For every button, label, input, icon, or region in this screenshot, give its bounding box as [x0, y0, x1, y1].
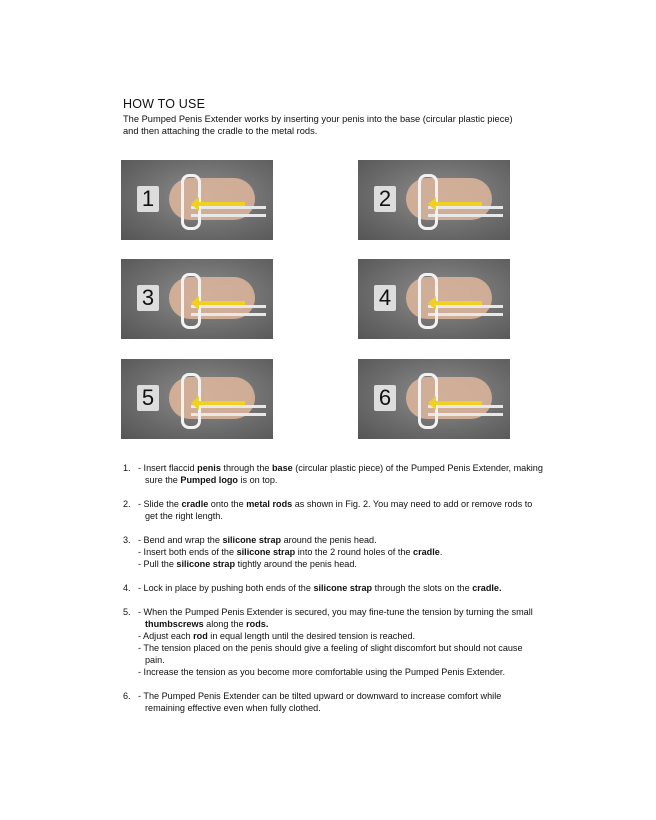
figure-number: 2 — [374, 186, 396, 212]
step-line — [138, 582, 502, 594]
step-line — [138, 546, 442, 558]
step-line — [138, 606, 543, 630]
step-text: - Pull the — [138, 559, 177, 569]
rod — [428, 405, 503, 408]
rod — [191, 313, 266, 316]
figure-6-image — [358, 359, 510, 439]
bold-term: base — [271, 463, 293, 473]
bold-term: silicone strap — [222, 535, 282, 545]
arrow-icon — [199, 202, 245, 206]
step-text: - Bend and wrap the — [138, 535, 223, 545]
step-line — [138, 690, 543, 714]
step-item — [123, 498, 543, 522]
arrow-icon — [436, 202, 482, 206]
bold-term: rod — [193, 631, 208, 641]
page-title: HOW TO USE — [123, 97, 206, 111]
figure-1-image — [121, 160, 273, 240]
step-text: . — [439, 547, 443, 557]
step-text: into the 2 round holes of the — [295, 547, 414, 557]
step-text: - Insert flaccid — [138, 463, 198, 473]
step-line — [138, 558, 442, 570]
bold-term: penis — [197, 463, 221, 473]
figure-2-image — [358, 160, 510, 240]
bold-term: metal rods — [246, 499, 293, 509]
step-number: 2. — [123, 499, 131, 509]
figure-number: 5 — [137, 385, 159, 411]
rod — [191, 206, 266, 209]
figure-5-image — [121, 359, 273, 439]
bold-term: cradle — [181, 499, 209, 509]
step-number: 3. — [123, 535, 131, 545]
step-line — [138, 642, 543, 666]
step-text: - When the Pumped Penis Extender is secured, you may fine-tune the tension by turning the small — [138, 607, 533, 617]
step-text: onto the — [208, 499, 247, 509]
step-number: 1. — [123, 463, 131, 473]
step-number: 4. — [123, 583, 131, 593]
bold-term: silicone strap — [313, 583, 373, 593]
step-text: around the penis head. — [281, 535, 377, 545]
bold-term: silicone strap — [176, 559, 236, 569]
bold-term: cradle — [413, 547, 440, 557]
step-text: through the slots on the — [372, 583, 473, 593]
step-text: - The Pumped Penis Extender can be tilted upward or downward to increase comfort while remaining effective even when fully clothed. — [138, 691, 502, 713]
arrow-icon — [436, 401, 482, 405]
step-text: - Lock in place by pushing both ends of the — [138, 583, 314, 593]
figure-number: 1 — [137, 186, 159, 212]
step-text: - Increase the tension as you become more comfortable using the Pumped Penis Extender. — [138, 667, 505, 677]
rod — [191, 405, 266, 408]
step-line — [138, 630, 543, 642]
step-text: along the — [203, 619, 247, 629]
step-text: in equal length until the desired tension is reached. — [207, 631, 416, 641]
step-item — [123, 582, 543, 594]
bold-term: rods. — [246, 619, 269, 629]
step-line — [138, 534, 442, 546]
arrow-icon — [436, 301, 482, 305]
step-text: - Insert both ends of the — [138, 547, 237, 557]
step-item — [123, 690, 543, 714]
bold-term: silicone strap — [236, 547, 296, 557]
step-line — [138, 462, 543, 486]
figure-4-image — [358, 259, 510, 339]
rod — [428, 206, 503, 209]
step-line — [138, 498, 543, 522]
rod — [191, 305, 266, 308]
step-text: - Slide the — [138, 499, 182, 509]
step-text: - The tension placed on the penis should give a feeling of slight discomfort but should not cause pain. — [138, 643, 523, 665]
figure-number: 3 — [137, 285, 159, 311]
step-text: (circular plastic piece) of the Pumped Penis Extender, making sure the — [145, 463, 543, 485]
step-text: is on top. — [237, 475, 278, 485]
bold-term: cradle. — [472, 583, 502, 593]
step-text: tightly around the penis head. — [235, 559, 357, 569]
bold-term: thumbscrews — [145, 619, 204, 629]
rod — [428, 214, 503, 217]
rod — [191, 214, 266, 217]
intro-paragraph: The Pumped Penis Extender works by inserting your penis into the base (circular plastic piece) and then attaching the cradle to the metal rods. — [123, 114, 513, 136]
rod — [428, 313, 503, 316]
step-text: through the — [220, 463, 272, 473]
step-item — [123, 606, 543, 678]
figure-3-image — [121, 259, 273, 339]
step-text: as shown in Fig. 2. You may need to add or remove rods to get the right length. — [145, 499, 533, 521]
instruction-list — [123, 462, 543, 726]
step-item — [123, 534, 543, 570]
step-text: - Adjust each — [138, 631, 194, 641]
bold-term: Pumped logo — [180, 475, 238, 485]
step-line — [138, 666, 543, 678]
rod — [428, 305, 503, 308]
step-number: 5. — [123, 607, 131, 617]
figure-number: 4 — [374, 285, 396, 311]
arrow-icon — [199, 401, 245, 405]
step-item — [123, 462, 543, 486]
rod — [191, 413, 266, 416]
figure-number: 6 — [374, 385, 396, 411]
arrow-icon — [199, 301, 245, 305]
rod — [428, 413, 503, 416]
step-number: 6. — [123, 691, 131, 701]
